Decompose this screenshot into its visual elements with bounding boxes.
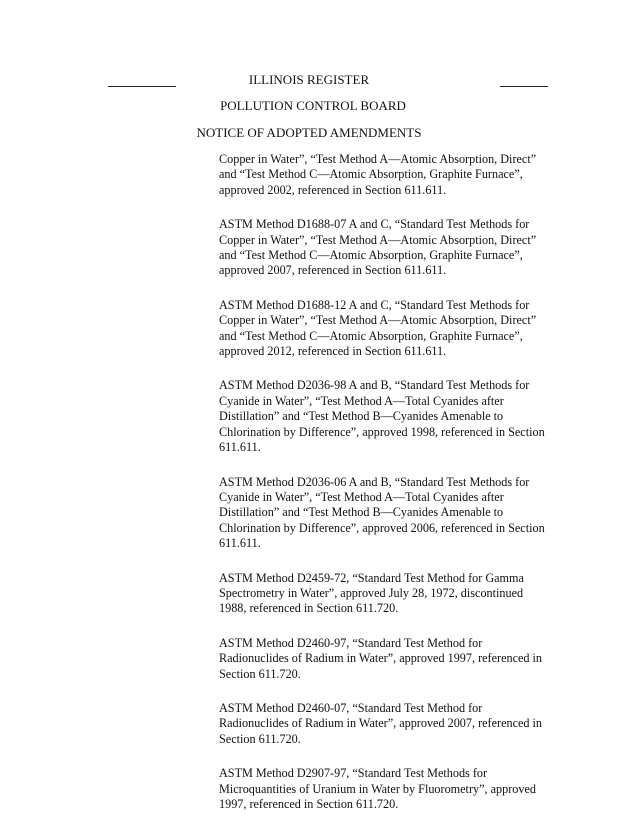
- reference-entry: [219, 378, 549, 455]
- reference-entry: [219, 152, 549, 198]
- entry-line: and “Test Method C—Atomic Absorption, Graphite Furnace”,: [219, 248, 523, 263]
- entry-line: Distillation” and “Test Method B—Cyanides Amenable to: [219, 409, 504, 424]
- entry-line: 611.611.: [219, 536, 261, 551]
- entry-line: approved 2012, referenced in Section 611.611.: [219, 344, 447, 359]
- entry-line: and “Test Method C—Atomic Absorption, Graphite Furnace”,: [219, 167, 523, 182]
- entry-line: ASTM Method D2460-97, “Standard Test Method for: [219, 635, 483, 650]
- entry-line: Distillation” and “Test Method B—Cyanides Amenable to: [219, 505, 504, 520]
- entry-line: Copper in Water”, “Test Method A—Atomic Absorption, Direct”: [219, 152, 537, 166]
- entry-line: Section 611.720.: [219, 731, 301, 746]
- entry-line: ASTM Method D1688-12 A and C, “Standard Test Methods for: [219, 297, 530, 312]
- reference-entry: [219, 636, 549, 682]
- entry-line: ASTM Method D2907-97, “Standard Test Methods for: [219, 766, 488, 781]
- reference-list: [219, 152, 549, 831]
- entry-line: Copper in Water”, “Test Method A—Atomic Absorption, Direct”: [219, 232, 537, 247]
- entry-line: Cyanide in Water”, “Test Method A—Total Cyanides after: [219, 393, 504, 408]
- entry-line: 611.611.: [219, 440, 261, 455]
- entry-line: Radionuclides of Radium in Water”, approved 2007, referenced in: [219, 716, 543, 731]
- entry-line: Microquantities of Uranium in Water by Fluorometry”, approved: [219, 781, 536, 796]
- entry-line: ASTM Method D2036-06 A and B, “Standard Test Methods for: [219, 474, 530, 489]
- entry-line: ASTM Method D2460-07, “Standard Test Method for: [219, 700, 483, 715]
- entry-line: ASTM Method D2036-98 A and B, “Standard Test Methods for: [219, 378, 530, 393]
- reference-entry: [219, 475, 549, 552]
- register-title: ILLINOIS REGISTER: [248, 72, 370, 87]
- entry-line: Radionuclides of Radium in Water”, approved 1997, referenced in: [219, 651, 543, 666]
- entry-line: and “Test Method C—Atomic Absorption, Graphite Furnace”,: [219, 328, 523, 343]
- entry-line: approved 2007, referenced in Section 611.611.: [219, 263, 447, 278]
- entry-line: approved 2002, referenced in Section 611.611.: [219, 182, 447, 197]
- reference-entry: [219, 766, 549, 812]
- entry-line: Chlorination by Difference”, approved 2006, referenced in Section: [219, 520, 545, 535]
- entry-line: Copper in Water”, “Test Method A—Atomic Absorption, Direct”: [219, 313, 537, 328]
- entry-line: 1988, referenced in Section 611.720.: [219, 601, 399, 616]
- reference-entry: [219, 701, 549, 747]
- entry-line: 1997, referenced in Section 611.720.: [219, 797, 399, 811]
- reference-entry: [219, 571, 549, 617]
- notice-title: NOTICE OF ADOPTED AMENDMENTS: [196, 125, 422, 140]
- entry-line: ASTM Method D1688-07 A and C, “Standard Test Methods for: [219, 217, 530, 232]
- entry-line: ASTM Method D2459-72, “Standard Test Method for Gamma: [219, 570, 524, 585]
- entry-line: Chlorination by Difference”, approved 1998, referenced in Section: [219, 424, 545, 439]
- entry-line: Spectrometry in Water”, approved July 28, 1972, discontinued: [219, 585, 524, 600]
- entry-line: Section 611.720.: [219, 666, 301, 681]
- board-title: POLLUTION CONTROL BOARD: [220, 98, 406, 113]
- entry-line: Cyanide in Water”, “Test Method A—Total Cyanides after: [219, 489, 504, 504]
- reference-entry: [219, 298, 549, 360]
- reference-entry: [219, 217, 549, 279]
